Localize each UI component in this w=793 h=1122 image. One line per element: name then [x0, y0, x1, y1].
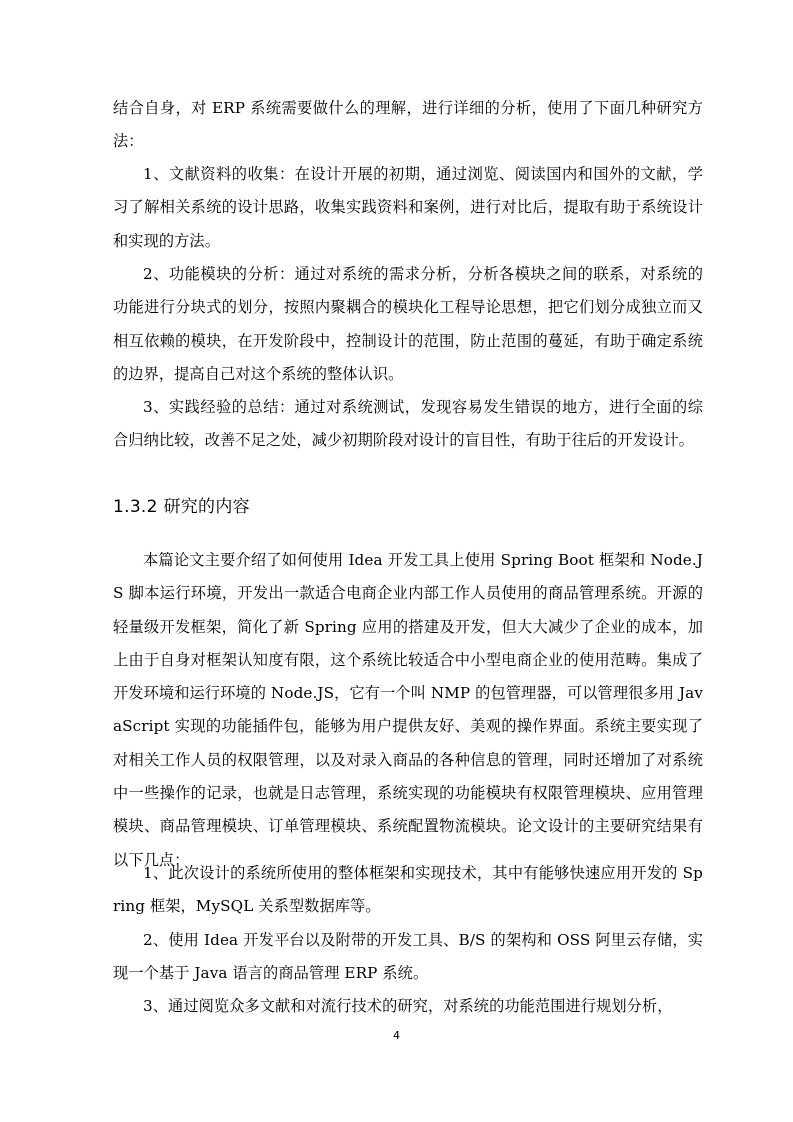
- paragraph-result-3: 3、通过阅览众多文献和对流行技术的研究，对系统的功能范围进行规划分析，: [143, 997, 673, 1015]
- paragraph-module-analysis: 2、功能模块的分析：通过对系统的需求分析，分析各模块之间的联系，对系统的功能进行分块式的划分，按照内聚耦合的模块化工程导论思想，把它们划分成独立而又相互依赖的模块，在开发阶段中，控制设计的范围，防止范围的蔓延，有助于确定系统的边界，提高自己对这个系统的整体认识。: [113, 265, 703, 383]
- paragraph-result-2: 2、使用 Idea 开发平台以及附带的开发工具、B/S 的架构和 OSS 阿里云存储，实现一个基于 Java 语言的商品管理 ERP 系统。: [113, 931, 703, 983]
- paragraph-result-1: 1、此次设计的系统所使用的整体框架和实现技术，其中有能够快速应用开发的 Spring 框架，MySQL 关系型数据库等。: [113, 864, 703, 916]
- paragraph-intro: 结合自身，对 ERP 系统需要做什么的理解，进行详细的分析，使用了下面几种研究方法：: [113, 99, 703, 151]
- paragraph-literature-collection: 1、文献资料的收集：在设计开展的初期，通过浏览、阅读国内和国外的文献，学习了解相关系统的设计思路，收集实践资料和案例，进行对比后，提取有助于系统设计和实现的方法。: [113, 165, 703, 250]
- paragraph-practice-summary: 3、实践经验的总结：通过对系统测试，发现容易发生错误的地方，进行全面的综合归纳比较，改善不足之处，减少初期阶段对设计的盲目性，有助于往后的开发设计。: [113, 398, 703, 450]
- page-number: 4: [393, 1029, 400, 1042]
- section-heading: 1.3.2 研究的内容: [113, 497, 250, 517]
- paragraph-research-content: 本篇论文主要介绍了如何使用 Idea 开发工具上使用 Spring Boot 框架和 Node.JS 脚本运行环境，开发出一款适合电商企业内部工作人员使用的商品管理系统。开源的轻量级开发框架，简化了新 Spring 应用的搭建及开发，但大大减少了企业的成本，加上由于自身对框架认知度有限，这个系统比较适合中小型电商企业的使用范畴。集成了开发环境和运行环境的 Node.JS，它有一个叫 NMP 的包管理器，可以管理很多用 JavaScript 实现的功能插件包，能够为用户提供友好、美观的操作界面。系统主要实现了对相关工作人员的权限管理，以及对录入商品的各种信息的管理，同时还增加了对系统中一些操作的记录，也就是日志管理，系统实现的功能模块有权限管理模块、应用管理模块、商品管理模块、订单管理模块、系统配置物流模块。论文设计的主要研究结果有以下几点：: [113, 551, 703, 869]
